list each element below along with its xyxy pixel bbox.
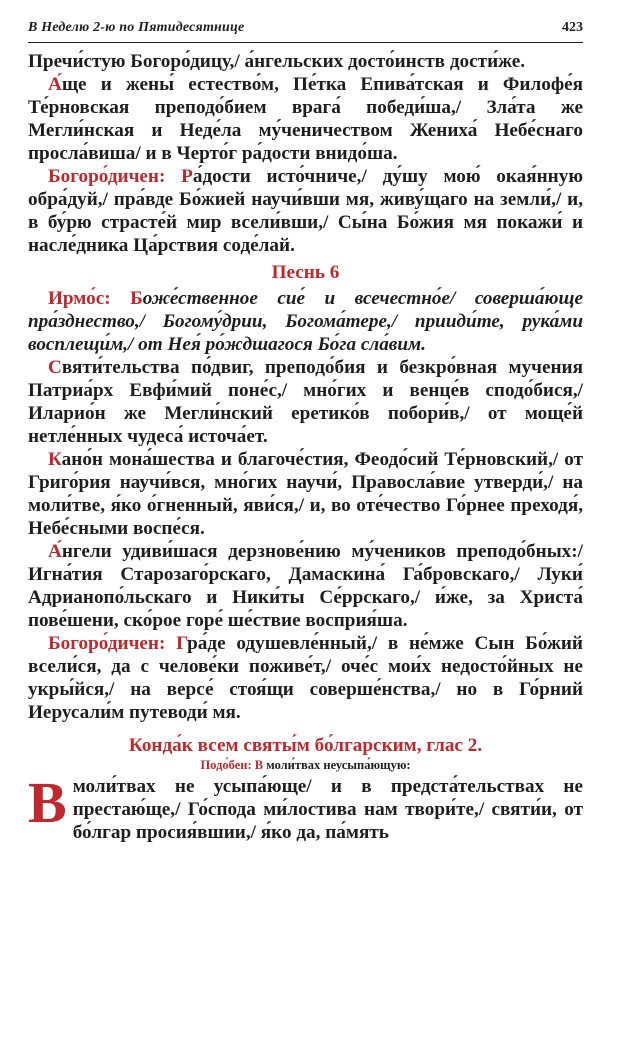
initial-letter: А́ [48, 74, 62, 95]
troparion-3 [28, 356, 583, 448]
paragraph-text: нгели удиви́шася дерзнове́нию му́чеников преподо́бных:/ Игна́тия Старозаго́рскаго, Дамаскина́ Га́бровскаго,/ Луки́ Адрианопо́льскаго и Ники́ты Се́ррскаго,/ и́же, за Христа́ пове́шени, ско́рое горе́ ше́ствие восприя́ша. [28, 541, 583, 631]
podoben-line [28, 757, 583, 773]
drop-cap: В [28, 770, 67, 835]
podoben-label: Подо́бен: В [200, 758, 264, 772]
page-header [28, 18, 583, 43]
initial-letter: С [48, 357, 62, 378]
irmos-label: Ирмо́с: Б [48, 288, 143, 309]
initial-letter: К [48, 449, 62, 470]
paragraph-text: Пречи́стую Богоро́дицу,/ а́нгельских досто́инств дости́же. [28, 51, 526, 72]
paragraph-text: моли́твах не усыпа́юще/ и в предста́тельствах не престаю́ще,/ Го́спода ми́лостива нам твори́те,/ святи́и, от бо́лгар просия́вшии,/ я́ко да, па́мять [72, 776, 583, 843]
page-body [28, 50, 583, 844]
kontakion-title: Конда́к всем святы́м бо́лгарским, глас 2. [128, 735, 483, 756]
paragraph-text: а́дости исто́чниче,/ ду́шу мою́ окая́нную обра́дуй,/ пра́вде Бо́жией научи́вши мя, живу́щаго на земли́,/ и, в бу́рю страсте́й мир всели́вши,/ Сы́на Бо́жия мя покажи́ и насле́дника Ца́рствия соде́лай. [28, 166, 583, 256]
paragraph-text: ра́де одушевле́нный,/ в не́мже Сын Бо́жий всели́ся, да с челове́ки поживе́т,/ оче́с мои́х недосто́йных не укры́йся,/ на версе́ стоя́щи соверше́нства,/ но в Го́рний Иерусали́м путеводи́ мя. [28, 633, 583, 723]
paragraph-text: вяти́тельства по́двиг, преподо́бия и безкро́вная мучения Патриа́рх Евфи́мий поне́с,/ мно́гих и венце́в сподо́бися,/ Иларио́н же Мегли́нский еретико́в побори́в,/ от моще́й нетле́нных чудеса́ источа́ет. [28, 357, 583, 447]
initial-letter: А́ [48, 541, 62, 562]
ode-title: Песнь 6 [271, 262, 340, 283]
theotokion-2 [28, 632, 583, 724]
theotokion-label: Богоро́дичен: Г [48, 633, 188, 654]
podoben-text: моли́твах неусыпа́ющую: [263, 758, 411, 772]
paragraph-text: ано́н мона́шества и благоче́стия, Феодо́сий Те́рновский,/ от Григо́рия научи́вся, мно́гих научи́, Правосла́вие утверди́,/ на моли́тве, я́ко о́гненный, яви́ся,/ и, во оте́чество Го́рнее преходя́, Небе́сными воспе́ся. [28, 449, 583, 539]
kontakion-text [28, 770, 583, 844]
irmos-text: оже́ственное сие́ и всечестно́е/ соверша́юще пра́зднество,/ Богому́дрии, Богома́тере,/ прииди́те, рука́ми восплещи́м,/ от Нея́ ро́ждшагося Бо́га сла́вим. [28, 288, 584, 355]
troparion-continuation [28, 50, 583, 73]
irmos [28, 287, 583, 356]
paragraph-text: ще и жены́ естество́м, Пе́тка Епива́тская и Филофе́я Те́рновская преподо́бием врага́ победи́ша,/ Зла́та же Мегли́нская и Неде́ла му́ченичеством Жениха́ Небе́снаго просла́виша/ и в Черто́г ра́дости внидо́ша. [28, 74, 583, 164]
troparion-2 [28, 73, 583, 165]
theotokion-label: Богоро́дичен: Р [48, 166, 193, 187]
troparion-4 [28, 448, 583, 540]
troparion-5 [28, 540, 583, 632]
page-number: 423 [562, 20, 583, 35]
running-title: В Неделю 2-ю по Пятидесятнице [28, 20, 245, 35]
theotokion-1 [28, 165, 583, 257]
